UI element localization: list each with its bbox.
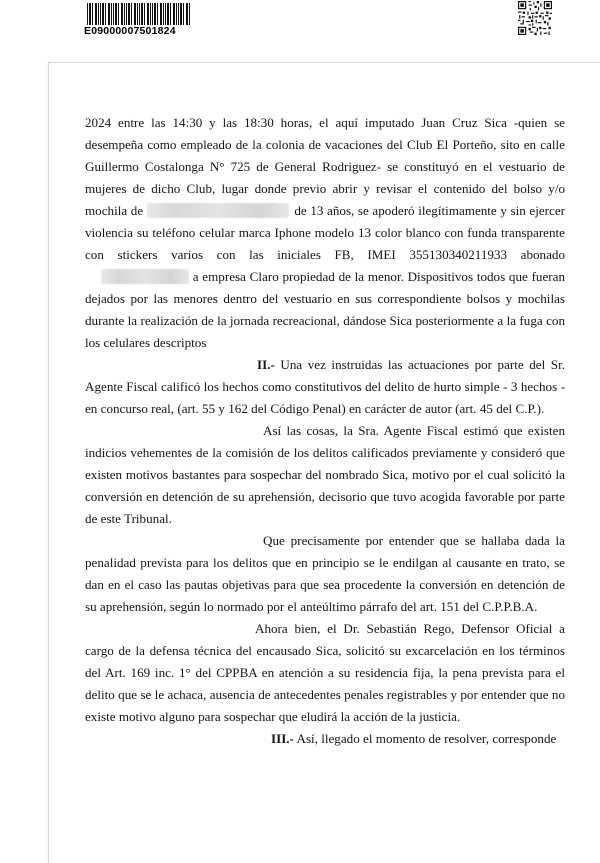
document-body	[85, 112, 565, 750]
barcode-number: E09000007501824	[84, 25, 176, 37]
barcode-image	[87, 3, 190, 25]
paragraph-penalty: Que precisamente por entender que se hallaba dada la penalidad prevista para los delitos que en principio se le endilgan al causante en trato, se dan en el caso las pautas objetivas para que sea procedente la conversión en detención de su aprehensión, según lo normado por el anteúltimo párrafo del art. 151 del C.P.P.B.A.	[85, 533, 565, 614]
facts-text-part-1: 2024 entre las 14:30 y las 18:30 horas, el aquí imputado Juan Cruz Sica -quien se desempeña como empleado de la colonia de vacaciones del Club El Porteño, sito en calle Guillermo Costalonga N° 725 de General Rodriguez- se constituyó en el vestuario de mujeres de dicho Club, lugar donde previo abrir y revisar el contenido del bolso y/o mochila de	[85, 115, 565, 218]
section-2-heading: II.-	[257, 357, 275, 372]
qr-code-icon	[518, 1, 552, 35]
paragraph-facts	[85, 112, 565, 354]
paragraph-section-2	[85, 354, 565, 420]
section-2-text: Una vez instruidas las actuaciones por parte del Sr. Agente Fiscal calificó los hechos como constitutivos del delito de hurto simple - 3 hechos - en concurso real, (art. 55 y 162 del Código Penal) en carácter de autor (art. 45 del C.P.).	[85, 357, 565, 416]
paragraph-fiscal: Así las cosas, la Sra. Agente Fiscal estimó que existen indicios vehementes de la comisión de los delitos calificados previamente y consideró que existen motivos bastantes para sospechar del nombrado Sica, motivo por el cual solicitó la conversión en detención de su aprehensión, decisorio que tuvo acogida favorable por parte de este Tribunal.	[85, 423, 565, 526]
redacted-name	[147, 203, 289, 218]
facts-text-part-3: a empresa Claro propiedad de la menor. Dispositivos todos que fueran dejados por las menores dentro del vestuario en sus correspondiente bolsos y mochilas durante la realización de la jornada recreacional, dándose Sica posteriormente a la fuga con los celulares descriptos	[85, 269, 566, 350]
section-3-heading: III.-	[271, 731, 294, 746]
paragraph-defense: Ahora bien, el Dr. Sebastián Rego, Defensor Oficial a cargo de la defensa técnica del encausado Sica, solicitó su excarcelación en los términos del Art. 169 inc. 1° del CPPBA en atención a su residencia fija, la pena prevista para el delito que se le achaca, ausencia de antecedentes penales registrables y por entender que no existe motivo alguno para sospechar que eludirá la acción de la justicia.	[85, 621, 565, 724]
facts-text-part-2: de 13 años, se apoderó ilegítimamente y sin ejercer violencia su teléfono celular marca Iphone modelo 13 color blanco con funda transparente con stickers varios con las iniciales FB, IMEI 355130340211933 abonado	[85, 203, 565, 262]
section-3-text: Así, llegado el momento de resolver, corresponde	[296, 731, 557, 746]
redacted-number	[101, 269, 189, 284]
paragraph-section-3	[85, 728, 565, 750]
